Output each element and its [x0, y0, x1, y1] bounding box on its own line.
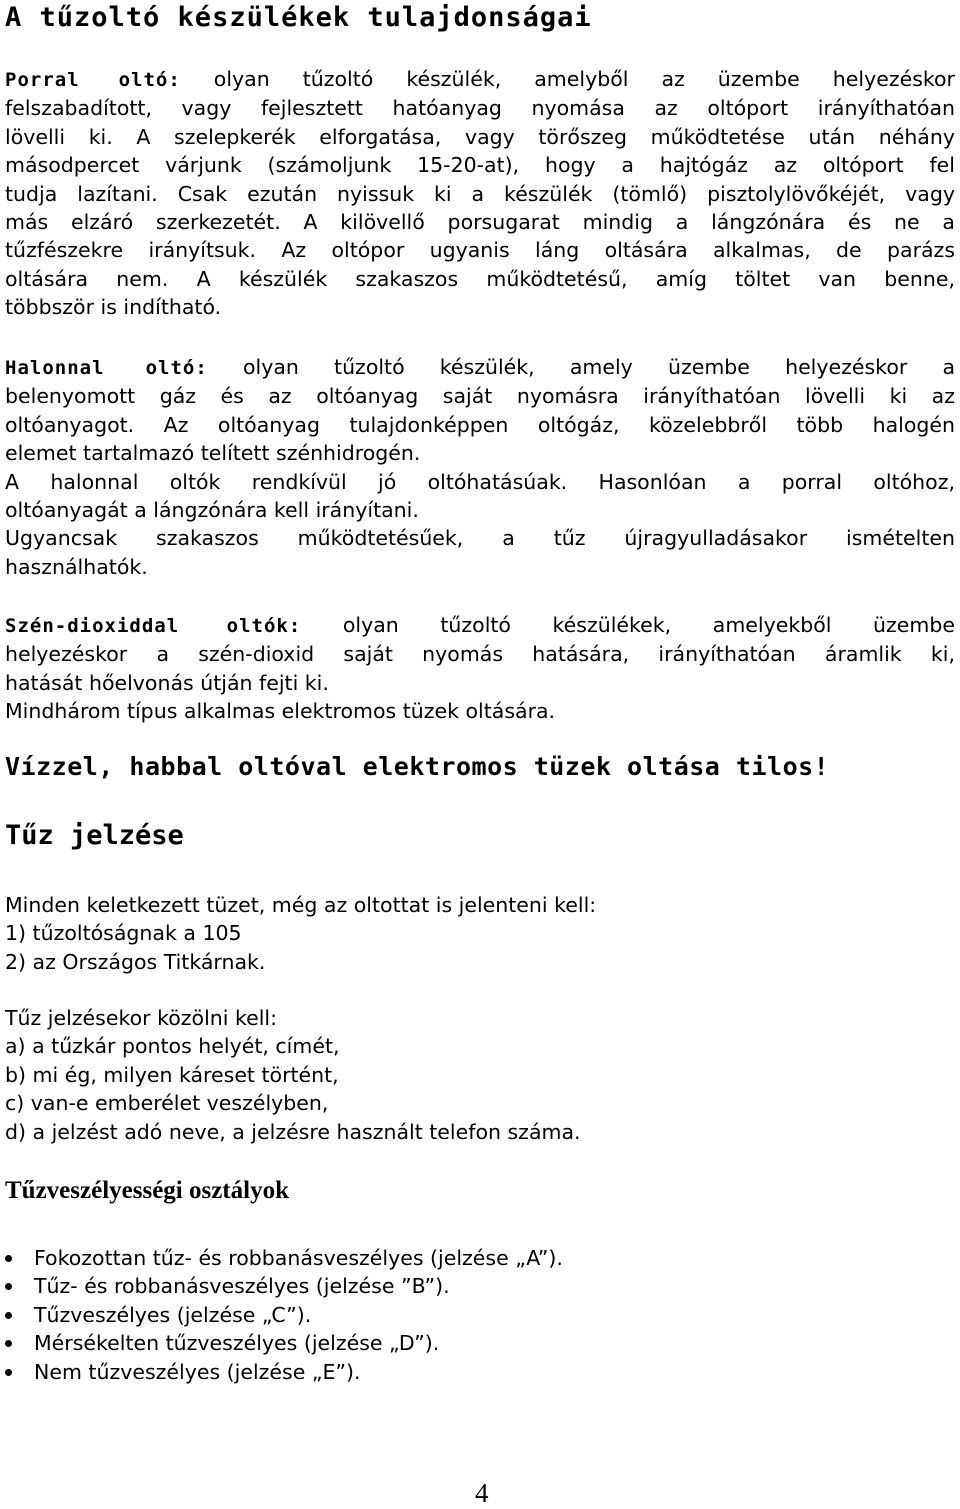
list-item: b) mi ég, milyen káreset történt,	[5, 1062, 339, 1087]
paragraph-line: más elzáró szerkezetét. A kilövellő porsugarat mindig a lángzónára és ne a	[5, 210, 955, 235]
paragraph-line: belenyomott gáz és az oltóanyag saját nyomásra irányíthatóan lövelli ki az	[5, 384, 955, 409]
paragraph-line: tudja lazítani. Csak ezután nyissuk ki a készülék (tömlő) pisztolylövőkéjét, vagy	[5, 181, 955, 206]
list-item: Fokozottan tűz- és robbanásveszélyes (jelzése „A”).	[5, 1244, 955, 1272]
powder-paragraph	[5, 65, 955, 322]
fire-classes-list	[5, 1244, 955, 1386]
bullet-icon	[5, 1283, 12, 1290]
paragraph-line: Szén-dioxiddal oltók: olyan tűzoltó készülékek, amelyekből üzembe	[5, 613, 955, 637]
paragraph-line: használhatók.	[5, 554, 148, 579]
page-title: A tűzoltó készülékek tulajdonságai	[5, 2, 592, 33]
halon-paragraph	[5, 353, 955, 581]
paragraph-line: oltóanyagát a lángzónára kell irányítani.	[5, 498, 419, 523]
report-info-list	[5, 1004, 955, 1146]
paragraph-line: oltására nem. A készülék szakaszos működtetésű, amíg töltet van benne,	[5, 266, 955, 291]
co2-term: Szén-dioxiddal oltók:	[5, 615, 302, 637]
list-item: Mérsékelten tűzveszélyes (jelzése „D”).	[5, 1329, 955, 1357]
paragraph-line: helyezéskor a szén-dioxid saját nyomás hatására, irányíthatóan áramlik ki,	[5, 642, 955, 667]
list-item: 2) az Országos Titkárnak.	[5, 949, 266, 974]
paragraph-line: A halonnal oltók rendkívül jó oltóhatásúak. Hasonlóan a porral oltóhoz,	[5, 469, 955, 494]
paragraph-line: többször is indítható.	[5, 295, 222, 320]
co2-paragraph	[5, 611, 955, 726]
bullet-icon	[5, 1312, 12, 1319]
paragraph-line: oltóanyagot. Az oltóanyag tulajdonképpen oltógáz, közelebbről több halogén	[5, 412, 955, 437]
paragraph-line: Porral oltó: olyan tűzoltó készülék, amelyből az üzembe helyezéskor	[5, 67, 955, 91]
electrical-fire-warning: Vízzel, habbal oltóval elektromos tüzek oltása tilos!	[5, 752, 830, 781]
report-list	[5, 891, 955, 976]
paragraph-line: elemet tartalmazó telített szénhidrogén.	[5, 441, 421, 466]
fire-classes-heading: Tűzveszélyességi osztályok	[5, 1177, 289, 1204]
paragraph-line: hatását hőelvonás útján fejti ki.	[5, 670, 329, 695]
bullet-icon	[5, 1340, 12, 1347]
list-item: Tűzveszélyes (jelzése „C”).	[5, 1301, 955, 1329]
paragraph-line: Ugyancsak szakaszos működtetésűek, a tűz újragyulladásakor ismételten	[5, 526, 955, 551]
paragraph-line: lövelli ki. A szelepkerék elforgatása, vagy törőszeg működtetése után néhány	[5, 124, 955, 149]
list-item: Tűz jelzésekor közölni kell:	[5, 1006, 278, 1030]
list-item: Nem tűzveszélyes (jelzése „E”).	[5, 1358, 955, 1386]
bullet-icon	[5, 1369, 12, 1376]
paragraph-line: másodpercet várjunk (számoljunk 15-20-at), hogy a hajtógáz az oltóport fel	[5, 153, 955, 178]
list-item: Minden keletkezett tüzet, még az oltottat is jelenteni kell:	[5, 893, 597, 917]
paragraph-line: felszabadított, vagy fejlesztett hatóanyag nyomása az oltóport irányíthatóan	[5, 96, 955, 121]
page-number: 4	[475, 1478, 489, 1508]
list-item: a) a tűzkár pontos helyét, címét,	[5, 1034, 340, 1059]
bullet-icon	[5, 1255, 12, 1262]
fire-signal-heading: Tűz jelzése	[5, 820, 184, 851]
powder-term: Porral oltó:	[5, 69, 181, 91]
list-item: d) a jelzést adó neve, a jelzésre használt telefon száma.	[5, 1119, 581, 1144]
list-item: Tűz- és robbanásveszélyes (jelzése ”B”).	[5, 1272, 955, 1300]
paragraph-line: Mindhárom típus alkalmas elektromos tüzek oltására.	[5, 699, 556, 724]
paragraph-line: Halonnal oltó: olyan tűzoltó készülék, amely üzembe helyezéskor a	[5, 355, 956, 379]
list-item: 1) tűzoltóságnak a 105	[5, 921, 242, 946]
list-item: c) van-e emberélet veszélyben,	[5, 1091, 329, 1116]
paragraph-line: tűzfészekre irányítsuk. Az oltópor ugyanis láng oltására alkalmas, de parázs	[5, 238, 955, 263]
halon-term: Halonnal oltó:	[5, 357, 208, 379]
